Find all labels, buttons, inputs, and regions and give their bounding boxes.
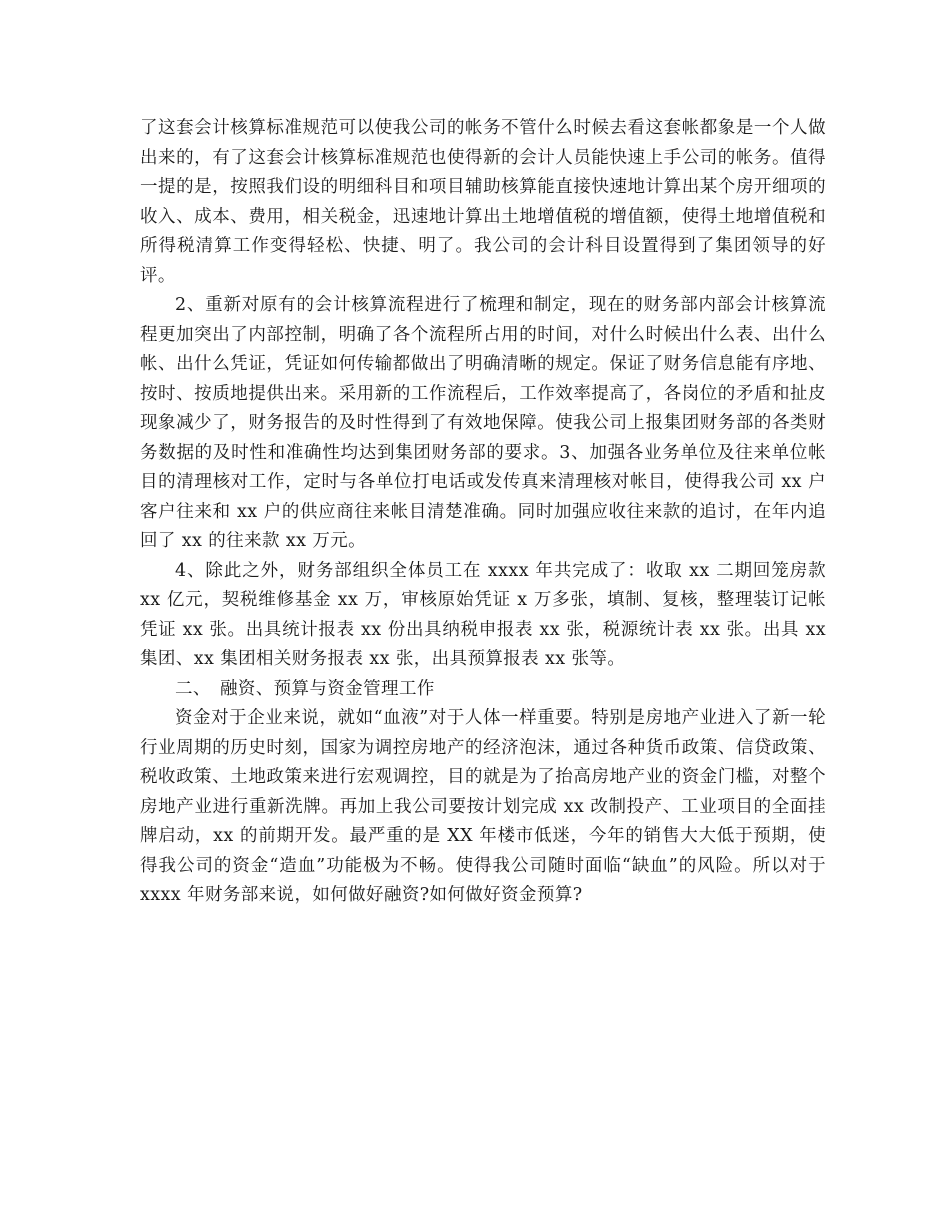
section-heading-financing: 二、 融资、预算与资金管理工作 [175, 678, 435, 699]
paragraph-accounting-standards: 了这套会计核算标准规范可以使我公司的帐务不管什么时候去看这套帐都象是一个人做出来的，有了这套会计核算标准规范也使得新的会计人员能快速上手公司的帐务。值得一提的是，按照我们设的明细科目和项目辅助核算能直接快速地计算出某个房开细项的收入、成本、费用，相关税金，迅速地计算出土地增值税的增值额，使得土地增值税和所得税清算工作变得轻松、快捷、明了。我公司的会计科目设置得到了集团领导的好评。 [140, 118, 826, 286]
paragraph-capital-importance: 资金对于企业来说，就如“血液”对于人体一样重要。特别是房地产业进入了新一轮行业周期的历史时刻，国家为调控房地产的经济泡沫，通过各种货币政策、信贷政策、税收政策、土地政策来进行宏观调控，目的就是为了抬高房地产业的资金门槛，对整个房地产业进行重新洗牌。再加上我公司要按计划完成 xx 改制投产、工业项目的全面挂牌启动，xx 的前期开发。最严重的是 XX 年楼市低迷，今年的销售大大低于预期，使得我公司的资金“造血”功能极为不畅。使得我公司随时面临“缺血”的风险。所以对于 xxxx 年财务部来说，如何做好融资?如何做好资金预算? [140, 708, 826, 905]
paragraph-annual-workload: 4、除此之外，财务部组织全体员工在 xxxx 年共完成了：收取 xx 二期回笼房款 xx 亿元，契税维修基金 xx 万，审核原始凭证 x 万多张，填制、复核，整理装订记帐凭证 xx 张。出具统计报表 xx 份出具纳税申报表 xx 张，税源统计表 xx 张。出具 xx 集团、xx 集团相关财务报表 xx 张，出具预算报表 xx 张等。 [140, 560, 826, 669]
paragraph-accounting-process: 2、重新对原有的会计核算流程进行了梳理和制定，现在的财务部内部会计核算流程更加突出了内部控制，明确了各个流程所占用的时间，对什么时候出什么表、出什么帐、出什么凭证，凭证如何传输都做出了明确清晰的规定。保证了财务信息能有序地、按时、按质地提供出来。采用新的工作流程后，工作效率提高了，各岗位的矛盾和扯皮现象减少了，财务报告的及时性得到了有效地保障。使我公司上报集团财务部的各类财务数据的及时性和准确性均达到集团财务部的要求。3、加强各业务单位及往来单位帐目的清理核对工作，定时与各单位打电话或发传真来清理核对帐目，使得我公司 xx 户客户往来和 xx 户的供应商往来帐目清楚准确。同时加强应收往来款的追讨，在年内追回了 xx 的往来款 xx 万元。 [140, 295, 826, 551]
document-body [140, 114, 826, 911]
